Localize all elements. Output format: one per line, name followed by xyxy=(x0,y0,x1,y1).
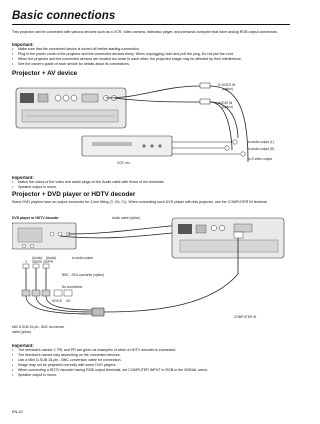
important-list-1 xyxy=(12,47,288,67)
cb-label: CB/PB xyxy=(32,260,42,264)
audio-cable-label: Audio cable (option) xyxy=(112,216,141,220)
dvd-player-illustration xyxy=(12,223,76,249)
to-audio-r-label: to audio output (R) xyxy=(248,147,275,151)
y-label: Y xyxy=(25,260,28,264)
list-item: • Use a Mini D-SUB 15-pin - BNC conversion cable for connection. xyxy=(12,358,288,363)
vcr-label: VCR, etc. xyxy=(117,161,131,165)
list-item: • The terminal's names vary depending on the connected devices. xyxy=(12,353,288,358)
important-heading-2: Important: xyxy=(12,175,34,180)
title-rule xyxy=(12,24,290,25)
important-list-3 xyxy=(12,348,288,377)
audio-in-label: AUDIO IN xyxy=(218,101,233,105)
projector-rear-illustration-2 xyxy=(172,218,284,258)
to-audio-output-label: to audio output xyxy=(72,256,94,260)
list-item: • Make sure that the connected device is turned off before starting connection. xyxy=(12,47,288,52)
intro-paragraph: This projector can be connected with various devices such as a VCR, video camera, videodisc player, and personal computer that have analog RGB output connectors. xyxy=(12,30,279,34)
projector-rear-illustration xyxy=(16,88,126,128)
list-item: • When connecting a HDTV decoder having RGB output terminals, set COMPUTER INPUT to RGB in the SIGNAL menu. xyxy=(12,368,288,373)
section-heading-av: Projector + AV device xyxy=(12,70,78,77)
page-title: Basic connections xyxy=(12,10,116,22)
hd-cs-label: HD/CS xyxy=(52,299,62,303)
list-item: • Speaker output is mono. xyxy=(12,185,288,190)
vd-label: VD xyxy=(66,299,71,303)
list-item: • Image may not be projected correctly with some DVD players. xyxy=(12,363,288,368)
svideo-in-option: (option) xyxy=(222,87,233,91)
to-svideo-label: to S-video output xyxy=(248,157,273,161)
section-heading-dvd: Projector + DVD player or HDTV decoder xyxy=(12,191,136,198)
important-heading-3: Important: xyxy=(12,343,34,348)
cr-label: CR/PR xyxy=(43,260,53,264)
list-item: • See the owner's guide of each device for details about its connections. xyxy=(12,62,288,67)
important-heading-1: Important: xyxy=(12,42,34,47)
mini-dsub-label-2: cable (option) xyxy=(12,330,32,334)
av-connection-diagram xyxy=(12,80,288,172)
dvd-connection-diagram xyxy=(12,214,288,340)
no-connection-label: No connection xyxy=(62,285,83,289)
list-item: • The terminal's names Y, PB, and PR are given as examples of when a HDTV decoder is connected. xyxy=(12,348,288,353)
dvd-paragraph: Some DVD players have an output connector for 3-line fitting (Y, Cb, Cr). When connecting such DVD player with this projector, use the COMPUTER IN terminal. xyxy=(12,200,268,204)
dvd-player-label: DVD player or HDTV decoder xyxy=(12,216,59,220)
page-number: EN-10 xyxy=(12,410,23,414)
mini-dsub-label: Mini D-SUB 15-pin - BNC conversion xyxy=(12,325,65,329)
audio-in-option: (option) xyxy=(222,105,233,109)
to-audio-l-label: to audio output (L) xyxy=(248,140,274,144)
list-item: • Match the colors of the video and audio plugs on the Audio cable with those of the terminals. xyxy=(12,180,288,185)
list-item: • Speaker output is mono. xyxy=(12,373,288,378)
audio-l-label: (Audio) xyxy=(32,256,43,260)
important-list-2 xyxy=(12,180,288,190)
list-item: • When the projector and the connected devices are located too close to each other, the projected image may be affected by their interference. xyxy=(12,57,288,62)
bnc-cable-label: BNC - RCA converter (option) xyxy=(62,273,104,277)
vcr-illustration xyxy=(82,136,172,156)
computer-in-label: COMPUTER IN xyxy=(234,315,257,319)
audio-r-label: (Audio) xyxy=(46,256,57,260)
svideo-in-label: S-VIDEO IN xyxy=(218,83,236,87)
list-item: • Plug in the power cords of the projector and the connected devices firmly. When unplugging, hold and pull the plug. Do not pull the cord. xyxy=(12,52,288,57)
